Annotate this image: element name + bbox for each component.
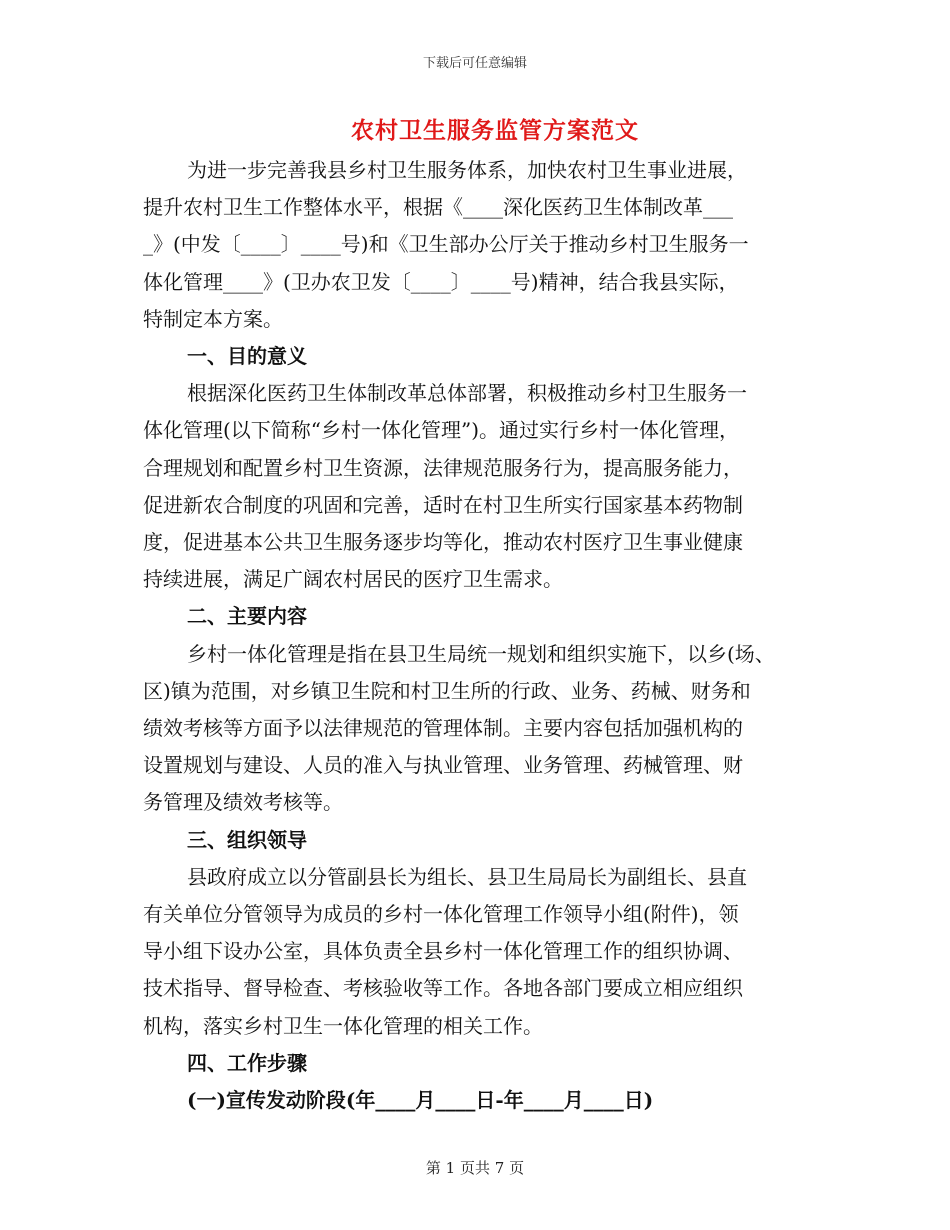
section-1-line-3: 合理规划和配置乡村卫生资源，法律规范服务行为，提高服务能力， <box>143 455 743 480</box>
section-heading-3: 三、组织领导 <box>187 827 307 852</box>
section-1-line-2: 体化管理(以下简称“乡村一体化管理”)。通过实行乡村一体化管理， <box>143 418 740 443</box>
intro-line-2: 提升农村卫生工作整体水平，根据《____深化医药卫生体制改革___ <box>143 195 733 220</box>
section-1-line-6: 持续进展，满足广阔农村居民的医疗卫生需求。 <box>143 567 563 592</box>
section-1-line-4: 促进新农合制度的巩固和完善，适时在村卫生所实行国家基本药物制 <box>143 492 743 517</box>
section-heading-2: 二、主要内容 <box>187 604 307 629</box>
intro-line-5: 特制定本方案。 <box>143 306 283 331</box>
document-title: 农村卫生服务监管方案范文 <box>351 117 639 144</box>
section-2-line-3: 绩效考核等方面予以法律规范的管理体制。主要内容包括加强机构的 <box>143 716 743 741</box>
section-3-line-1: 县政府成立以分管副县长为组长、县卫生局局长为副组长、县直 <box>187 864 747 889</box>
subheading-1: (一)宣传发动阶段(年____月____日-年____月____日) <box>187 1088 654 1113</box>
section-1-line-5: 度，促进基本公共卫生服务逐步均等化，推动农村医疗卫生事业健康 <box>143 530 743 555</box>
intro-line-4: 体化管理____》(卫办农卫发〔____〕____号)精神，结合我县实际， <box>143 269 739 294</box>
section-3-line-2: 有关单位分管领导为成员的乡村一体化管理工作领导小组(附件)，领 <box>143 902 739 927</box>
section-3-line-3: 导小组下设办公室，具体负责全县乡村一体化管理工作的组织协调、 <box>143 939 743 964</box>
section-heading-4: 四、工作步骤 <box>187 1050 307 1075</box>
section-1-line-1: 根据深化医药卫生体制改革总体部署，积极推动乡村卫生服务一 <box>187 381 747 406</box>
section-3-line-4: 技术指导、督导检查、考核验收等工作。各地各部门要成立相应组织 <box>143 976 743 1001</box>
page-footer: 第 1 页共 7 页 <box>425 1159 525 1177</box>
intro-line-3: _》(中发〔____〕____号)和《卫生部办公厅关于推动乡村卫生服务一 <box>143 232 749 257</box>
section-heading-1: 一、目的意义 <box>187 344 307 369</box>
section-3-line-5: 机构，落实乡村卫生一体化管理的相关工作。 <box>143 1013 543 1038</box>
section-2-line-4: 设置规划与建设、人员的准入与执业管理、业务管理、药械管理、财 <box>143 753 743 778</box>
document-body <box>143 152 833 1119</box>
section-2-line-2: 区)镇为范围，对乡镇卫生院和村卫生所的行政、业务、药械、财务和 <box>143 678 751 703</box>
page-header: 下载后可任意编辑 <box>422 56 527 71</box>
section-2-line-1: 乡村一体化管理是指在县卫生局统一规划和组织实施下，以乡(场、 <box>187 641 775 666</box>
intro-line-1: 为进一步完善我县乡村卫生服务体系，加快农村卫生事业进展， <box>187 158 747 182</box>
section-2-line-5: 务管理及绩效考核等。 <box>143 790 343 815</box>
